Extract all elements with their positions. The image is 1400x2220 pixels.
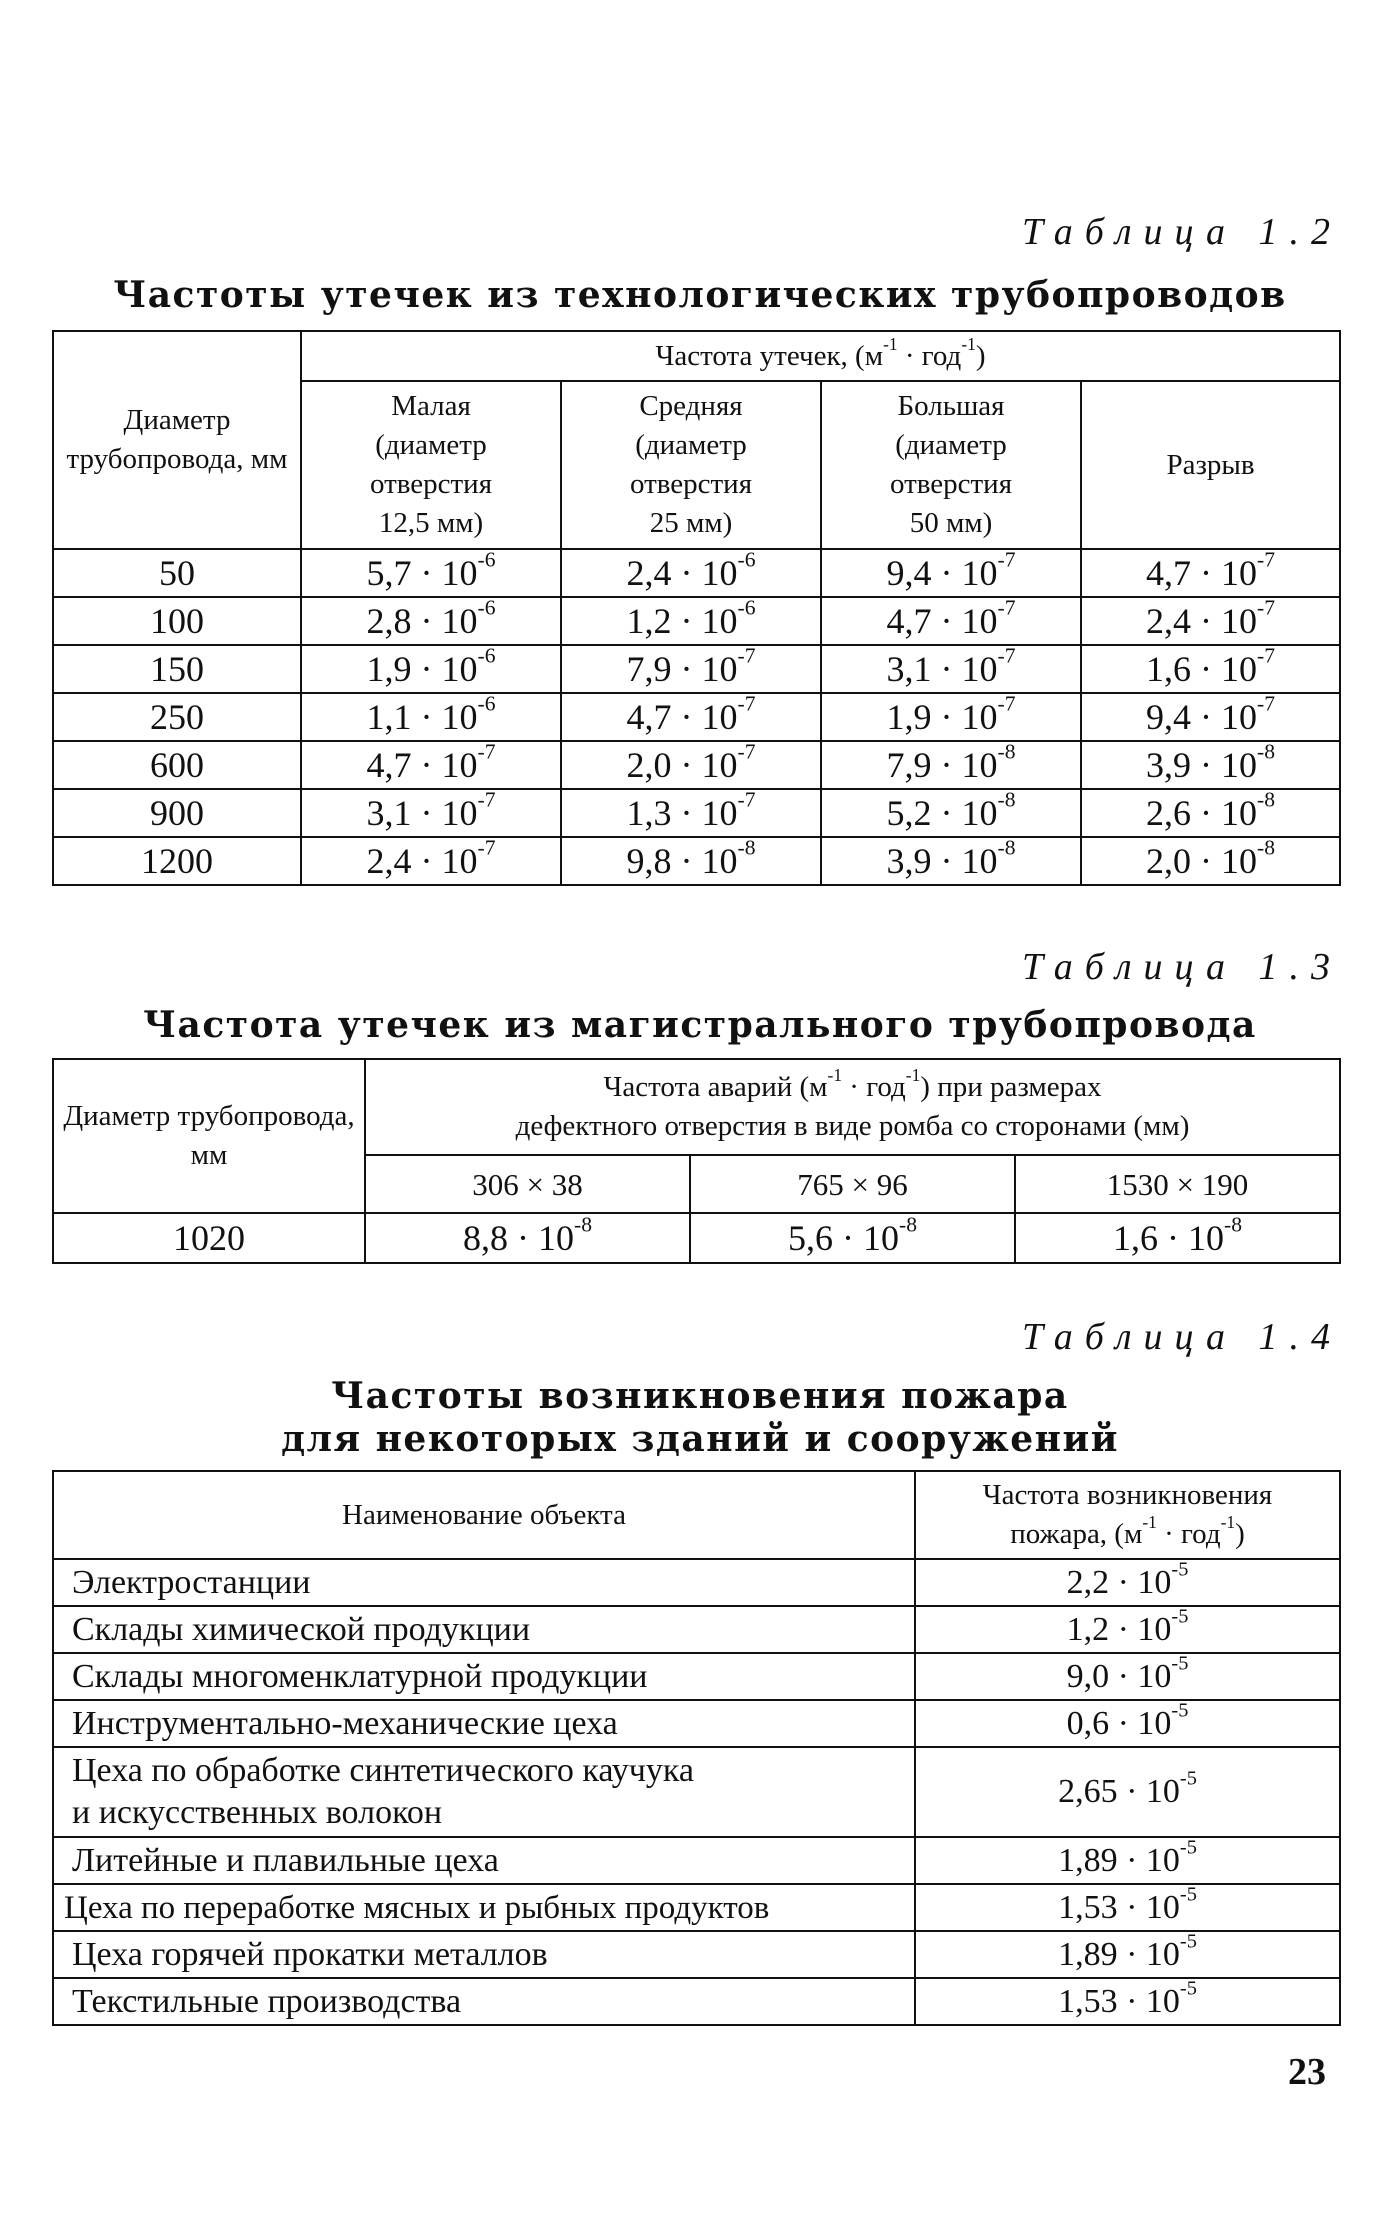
value-cell: $1,3 \cdot 10^{-7}$ xyxy=(561,789,821,837)
object-name-cell: Склады многоменклатурной продукции xyxy=(53,1653,915,1700)
table-1-3 xyxy=(52,1058,1341,1264)
value-cell: $1,6 \cdot 10^{-7}$ xyxy=(1081,645,1340,693)
diameter-cell: 150 xyxy=(53,645,301,693)
object-name-cell: Склады химической продукции xyxy=(53,1606,915,1653)
value-cell: $7,9 \cdot 10^{-8}$ xyxy=(821,741,1081,789)
table-row xyxy=(53,1747,1340,1837)
value-cell: $2,4 \cdot 10^{-6}$ xyxy=(561,549,821,597)
table-row xyxy=(53,741,1340,789)
table-row xyxy=(53,1978,1340,2025)
diameter-cell: 1200 xyxy=(53,837,301,885)
table-1-2-label: Таблица 1.2 xyxy=(1022,211,1342,253)
table-row xyxy=(53,1837,1340,1884)
fire-freq-cell: $9,0 \cdot 10^{-5}$ xyxy=(915,1653,1340,1700)
value-cell: $9,4 \cdot 10^{-7}$ xyxy=(1081,693,1340,741)
object-name-cell: Цеха горячей прокатки металлов xyxy=(53,1931,915,1978)
fire-freq-cell: $1,2 \cdot 10^{-5}$ xyxy=(915,1606,1340,1653)
value-cell: $2,0 \cdot 10^{-8}$ xyxy=(1081,837,1340,885)
col-large-header: Большая (диаметр отверстия 50 мм) xyxy=(821,381,1081,549)
table-row xyxy=(53,1606,1340,1653)
diameter-cell: 50 xyxy=(53,549,301,597)
size-header-2: 765 × 96 xyxy=(690,1155,1015,1213)
col-rupture-header: Разрыв xyxy=(1081,381,1340,549)
object-name-cell: Инструментально-механические цеха xyxy=(53,1700,915,1747)
col-diameter-header: Диаметр трубопровода, мм xyxy=(53,1059,365,1213)
table-row xyxy=(53,1931,1340,1978)
value-cell: $2,4 \cdot 10^{-7}$ xyxy=(301,837,561,885)
value-cell: $1,1 \cdot 10^{-6}$ xyxy=(301,693,561,741)
value-cell: $4,7 \cdot 10^{-7}$ xyxy=(301,741,561,789)
diameter-cell: 250 xyxy=(53,693,301,741)
size-header-3: 1530 × 190 xyxy=(1015,1155,1340,1213)
table-row xyxy=(53,789,1340,837)
table-row xyxy=(53,1884,1340,1931)
table-1-3-title: Частота утечек из магистрального трубопровода xyxy=(143,1004,1257,1046)
col-small-header: Малая (диаметр отверстия 12,5 мм) xyxy=(301,381,561,549)
fire-freq-cell: $2,65 \cdot 10^{-5}$ xyxy=(915,1747,1340,1837)
value-cell: $5,2 \cdot 10^{-8}$ xyxy=(821,789,1081,837)
col-medium-header: Средняя (диаметр отверстия 25 мм) xyxy=(561,381,821,549)
object-name-cell: Литейные и плавильные цеха xyxy=(53,1837,915,1884)
value-cell: $2,4 \cdot 10^{-7}$ xyxy=(1081,597,1340,645)
object-name-cell: Цеха по обработке синтетического каучука и искусственных волокон xyxy=(53,1747,915,1837)
table-1-4-title-line2: для некоторых зданий и сооружений xyxy=(281,1418,1119,1460)
table-1-4-label: Таблица 1.4 xyxy=(1022,1316,1342,1358)
col-freq-header: Частота возникновения пожара, $(м^{-1} \cdot год^{-1})$ xyxy=(915,1471,1340,1559)
fire-freq-cell: $1,89 \cdot 10^{-5}$ xyxy=(915,1837,1340,1884)
value-cell: $9,8 \cdot 10^{-8}$ xyxy=(561,837,821,885)
table-1-2 xyxy=(52,330,1341,886)
diameter-cell: 600 xyxy=(53,741,301,789)
value-cell: $3,9 \cdot 10^{-8}$ xyxy=(821,837,1081,885)
table-row xyxy=(53,597,1340,645)
table-row xyxy=(53,1700,1340,1747)
object-name-cell: Текстильные производства xyxy=(53,1978,915,2025)
value-cell: $4,7 \cdot 10^{-7}$ xyxy=(561,693,821,741)
value-cell: $2,6 \cdot 10^{-8}$ xyxy=(1081,789,1340,837)
col-diameter-header: Диаметр трубопровода, мм xyxy=(53,331,301,549)
value-cell: $5,7 \cdot 10^{-6}$ xyxy=(301,549,561,597)
object-name-cell: Электростанции xyxy=(53,1559,915,1606)
accident-freq-header: Частота аварий $(м^{-1} \cdot год^{-1})$ при размерах дефектного отверстия в виде ромба со сторонами (мм) xyxy=(365,1059,1340,1155)
value-cell: $3,9 \cdot 10^{-8}$ xyxy=(1081,741,1340,789)
table-row xyxy=(53,549,1340,597)
diameter-cell: 1020 xyxy=(53,1213,365,1263)
value-cell: $7,9 \cdot 10^{-7}$ xyxy=(561,645,821,693)
value-cell: $1,6 \cdot 10^{-8}$ xyxy=(1015,1213,1340,1263)
table-row xyxy=(53,645,1340,693)
value-cell: $3,1 \cdot 10^{-7}$ xyxy=(301,789,561,837)
fire-freq-cell: $0,6 \cdot 10^{-5}$ xyxy=(915,1700,1340,1747)
diameter-cell: 900 xyxy=(53,789,301,837)
freq-group-header: Частота утечек, $(м^{-1} \cdot год^{-1})$ xyxy=(301,331,1340,381)
table-row xyxy=(53,693,1340,741)
table-row xyxy=(53,1653,1340,1700)
value-cell: $2,8 \cdot 10^{-6}$ xyxy=(301,597,561,645)
value-cell: $1,2 \cdot 10^{-6}$ xyxy=(561,597,821,645)
col-name-header: Наименование объекта xyxy=(53,1471,915,1559)
value-cell: $4,7 \cdot 10^{-7}$ xyxy=(821,597,1081,645)
fire-freq-cell: $1,89 \cdot 10^{-5}$ xyxy=(915,1931,1340,1978)
table-1-4-title-line1: Частоты возникновения пожара xyxy=(331,1375,1069,1417)
fire-freq-cell: $1,53 \cdot 10^{-5}$ xyxy=(915,1978,1340,2025)
table-1-3-label: Таблица 1.3 xyxy=(1022,946,1342,988)
object-name-cell: Цеха по переработке мясных и рыбных продуктов xyxy=(53,1884,915,1931)
table-row xyxy=(53,1559,1340,1606)
value-cell: $5,6 \cdot 10^{-8}$ xyxy=(690,1213,1015,1263)
table-row xyxy=(53,1213,1340,1263)
diameter-cell: 100 xyxy=(53,597,301,645)
fire-freq-cell: $2,2 \cdot 10^{-5}$ xyxy=(915,1559,1340,1606)
value-cell: $1,9 \cdot 10^{-7}$ xyxy=(821,693,1081,741)
value-cell: $4,7 \cdot 10^{-7}$ xyxy=(1081,549,1340,597)
fire-freq-cell: $1,53 \cdot 10^{-5}$ xyxy=(915,1884,1340,1931)
value-cell: $8,8 \cdot 10^{-8}$ xyxy=(365,1213,690,1263)
value-cell: $2,0 \cdot 10^{-7}$ xyxy=(561,741,821,789)
page-number: 23 xyxy=(1288,2051,1326,2093)
table-1-2-title: Частоты утечек из технологических трубопроводов xyxy=(113,274,1287,316)
value-cell: $1,9 \cdot 10^{-6}$ xyxy=(301,645,561,693)
size-header-1: 306 × 38 xyxy=(365,1155,690,1213)
value-cell: $3,1 \cdot 10^{-7}$ xyxy=(821,645,1081,693)
value-cell: $9,4 \cdot 10^{-7}$ xyxy=(821,549,1081,597)
table-1-4 xyxy=(52,1470,1341,2026)
table-row xyxy=(53,837,1340,885)
